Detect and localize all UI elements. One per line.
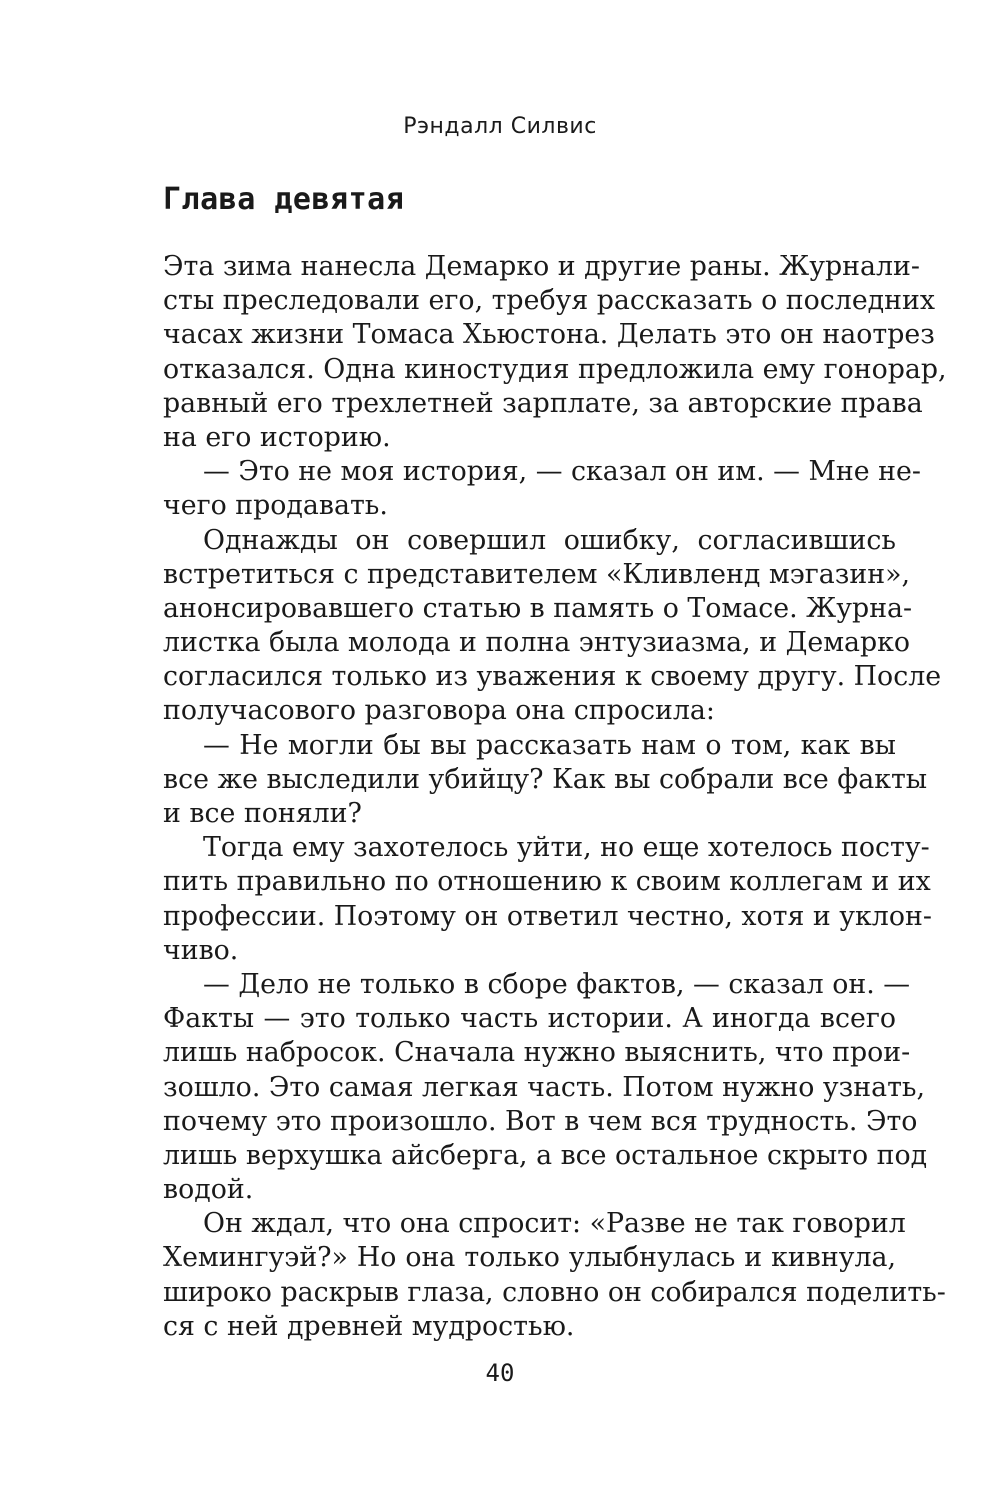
- text-line: Однажды он совершил ошибку, согласившись: [203, 524, 896, 556]
- paragraph: [163, 831, 932, 968]
- text-line: Хемингуэй?» Но она только улыбнулась и кивнула,: [163, 1242, 896, 1274]
- text-line: — Не могли бы вы рассказать нам о том, как вы: [203, 729, 896, 761]
- paragraph: [163, 729, 928, 832]
- text-line: лишь набросок. Сначала нужно выяснить, что прои-: [163, 1037, 911, 1069]
- text-line: — Дело не только в сборе фактов, — сказал он. —: [203, 968, 911, 1000]
- paragraph: [163, 524, 942, 729]
- text-line: зошло. Это самая легкая часть. Потом нужно узнать,: [163, 1071, 926, 1103]
- text-line: на его историю.: [163, 421, 391, 453]
- text-line: Эта зима нанесла Демарко и другие раны. Журнали-: [163, 251, 920, 282]
- text-line: часах жизни Томаса Хьюстона. Делать это он наотрез: [163, 319, 935, 351]
- paragraph: [163, 455, 921, 523]
- paragraph: [163, 968, 928, 1207]
- text-line: согласился только из уважения к своему другу. После: [163, 661, 942, 693]
- text-line: чего продавать.: [163, 490, 388, 522]
- text-line: почему это произошло. Вот в чем вся трудность. Это: [163, 1105, 918, 1137]
- text-line: все же выследили убийцу? Как вы собрали все факты: [163, 763, 928, 795]
- text-line: анонсировавшего статью в память о Томасе. Журна-: [163, 592, 913, 624]
- text-line: водой.: [163, 1174, 254, 1206]
- paragraph: [163, 1207, 946, 1344]
- text-line: отказался. Одна киностудия предложила ему гонорар,: [163, 353, 947, 385]
- text-line: ся с ней древней мудростью.: [163, 1310, 575, 1342]
- text-line: сты преследовали его, требуя рассказать о последних: [163, 285, 936, 317]
- text-line: Он ждал, что она спросит: «Разве не так говорил: [203, 1208, 906, 1240]
- page-number: 40: [485, 1359, 515, 1387]
- text-line: — Это не моя история, — сказал он им. — Мне не-: [203, 456, 921, 488]
- text-line: широко раскрыв глаза, словно он собирался поделить-: [163, 1276, 946, 1308]
- text-line: профессии. Поэтому он ответил честно, хотя и уклон-: [163, 900, 932, 932]
- body-text: [163, 250, 947, 1344]
- text-line: и все поняли?: [163, 798, 362, 829]
- text-line: листка была молода и полна энтузиазма, и Демарко: [163, 627, 911, 659]
- text-line: Факты — это только часть истории. А иногда всего: [163, 1003, 896, 1035]
- text-line: чиво.: [163, 934, 239, 966]
- text-line: лишь верхушка айсберга, а все остальное скрыто под: [163, 1139, 928, 1171]
- text-line: равный его трехлетней зарплате, за авторские права: [163, 387, 923, 419]
- text-line: пить правильно по отношению к своим коллегам и их: [163, 866, 931, 898]
- text-line: получасового разговора она спросила:: [163, 695, 715, 727]
- text-line: Тогда ему захотелось уйти, но еще хотелось посту-: [203, 832, 930, 864]
- chapter-title: Глава девятая: [163, 182, 405, 217]
- running-header: Рэндалл Силвис: [403, 114, 597, 139]
- text-line: встретиться с представителем «Кливленд мэгазин»,: [163, 558, 911, 590]
- paragraph: [163, 250, 947, 455]
